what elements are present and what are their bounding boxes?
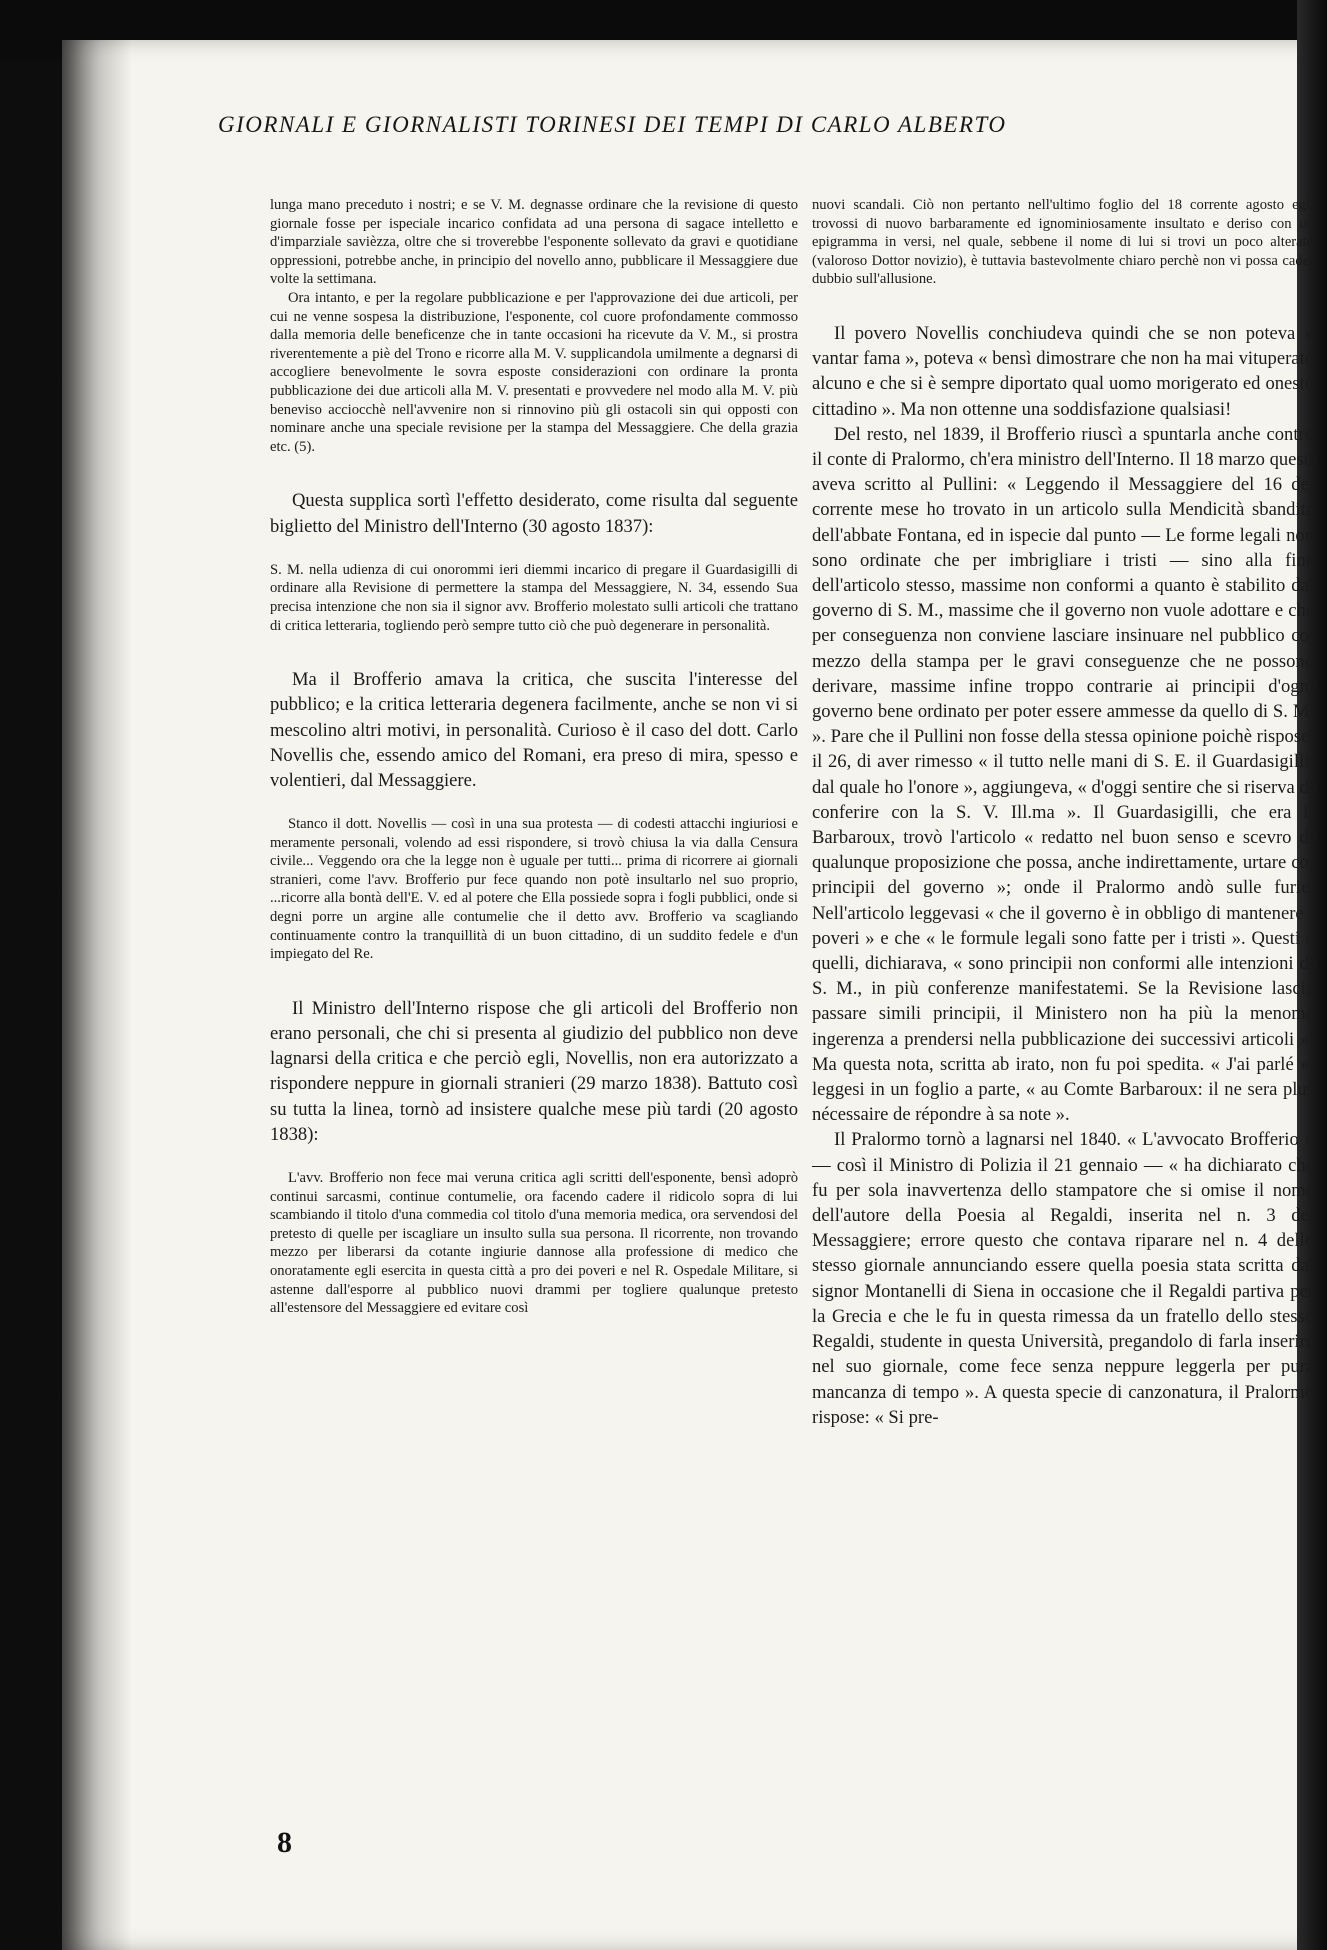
body-paragraph-critica: Ma il Brofferio amava la critica, che suscita l'interesse del pubblico; e la critica letteraria degenera facilmente, anche se non vi si mescolino altri motivi, in personalità. Curioso è il caso del dott. Carlo Novellis che, essendo amico del Romani, era preso di mira, spesso e volentieri, dal Messaggiere. [270, 669, 798, 791]
left-column [270, 196, 798, 1318]
body-paragraph-pralormo-1839: Del resto, nel 1839, il Brofferio riuscì a spuntarla anche contro il conte di Pralormo, ch'era ministro dell'Interno. Il 18 marzo questi aveva scritto al Pullini: « Leggendo il Messaggiere del 16 del corrente mese ho trovato in un articolo sulla Mendicità sbandita dell'abbate Fontana, ed in ispecie dal punto — Le forme legali non sono ordinate che per imbrigliare i tristi — sino alla fine dell'articolo stesso, massime non conformi a quanto è stabilito dal governo di S. M., massime che il governo non vuole adottare e che per conseguenza non conviene lasciare insinuare nel pubblico col mezzo della stampa per le gravi conseguenze che ne possono derivare, massime infine troppo contrarie ai principii d'ogni governo bene ordinato per poter essere ammesse da quello di S. M. ». Pare che il Pullini non fosse della stessa opinione poichè rispose, il 26, di aver rimesso « il tutto nelle mani di S. E. il Guardasigilli, dal quale ho l'onore », aggiungeva, « d'oggi sentire che si riserva di conferire con la S. V. Ill.ma ». Il Guardasigilli, che era il Barbaroux, trovò l'articolo « redatto nel buon senso e scevro di qualunque proposizione che possa, anche indirettamente, urtare coi principii del governo »; onde il Pralormo andò sulle furie. Nell'articolo leggevasi « che il governo è in obbligo di mantenere i poveri » e che « le formule legali sono fatte per i tristi ». Questi e quelli, dichiarava, « sono principii non conformi alle intenzioni di S. M., in più conferenze manifestatemi. Se la Revisione lascia passare simili principii, il Ministero non ha più la menoma ingerenza a prendersi nella pubblicazione dei successivi articoli ». Ma questa nota, scritta ab irato, non fu poi spedita. « J'ai parlé », leggesi in un foglio a parte, « au Comte Barbaroux: il ne sera plus nécessaire de répondre à sa note ». [812, 423, 1314, 1126]
quoted-novellis-protest: Stanco il dott. Novellis — così in una sua protesta — di codesti attacchi ingiuriosi e meramente personali, volendo ad essi rispondere, si trovò chiusa la via dalla Censura civile... Veggendo ora che la legge non è uguale per tutti... prima di ricorrere ai giornali stranieri, come l'avv. Brofferio pur fece quando non potè insultarlo nel suo proprio, ...ricorre alla bontà dell'E. V. ed al potere che Ella possiede sopra i fogli pubblici, onde si degni porre un argine alle contumelie che il detto avv. Brofferio va scagliando continuamente contro la tranquillità di un buon cittadino, di un suddito fedele e d'un impiegato del Re. [270, 816, 798, 963]
body-paragraph-pralormo-1840: Il Pralormo tornò a lagnarsi nel 1840. « L'avvocato Brofferio » — così il Ministro di Polizia il 21 gennaio — « ha dichiarato che fu per sola inavvertenza dello stampatore che si omise il nome dell'autore della Poesia al Regaldi, inserita nel n. 3 del Messaggiere; errore questo che contava riparare nel n. 4 dello stesso giornale annunciando essere quella poesia stata scritta dal signor Montanelli di Siena in occasione che il Regaldi partiva per la Grecia e che le fu in questa rimessa da un fratello dello stesso Regaldi, studente in questa Università, pregandolo di farla inserire nel suo giornale, come fece senza neppure leggerla per pura mancanza di tempo ». A questa specie di canzonatura, il Pralormo rispose: « Si pre- [812, 1129, 1314, 1428]
quoted-supplication-end: lunga mano preceduto i nostri; e se V. M. degnasse ordinare che la revisione di questo giornale fosse per ispeciale incarico confidata ad una persona di sagace intelletto e d'imparziale savièzza, oltre che si troverebbe l'esponente sollevato da gravi e quotidiane oppressioni, potrebbe anche, in principio del novello anno, pubblicare il Messaggiere due volte la settimana. [270, 197, 798, 288]
quoted-minister-note: S. M. nella udienza di cui onorommi ieri diemmi incarico di pregare il Guardasigilli di ordinare alla Revisione di permettere la stampa del Messaggiere, N. 34, essendo Sua precisa intenzione che non sia il signor avv. Brofferio molestato sulli articoli che trattano di critica letteraria, togliendo però sempre tutto ciò che può degenerare in personalità. [270, 561, 798, 634]
quoted-novellis-second-protest: L'avv. Brofferio non fece mai veruna critica agli scritti dell'esponente, bensì adoprò continui sarcasmi, continue contumelie, ora facendo cadere il ridicolo sopra di lui scambiando il titolo d'una commedia col titolo d'una memoria medica, ora servendosi del pretesto di quelle per iscagliare un insulto sulla sua persona. Il ricorrente, non trovando mezzo per liberarsi da cotante ingiurie dannose alla professione di medico che onoratamente egli esercita in questa città a pro dei poveri e nel R. Ospedale Militare, si astenne dall'esporre al pubblico nuovi drammi per togliere qualunque pretesto all'estensore del Messaggiere ed evitare così [270, 1170, 798, 1317]
quoted-supplication-request: Ora intanto, e per la regolare pubblicazione e per l'approvazione dei due articoli, per cui ne venne sospesa la distribuzione, l'esponente, col cuore profondamente commosso dalla memoria delle beneficenze che in tante occasioni ha ricevute da V. M., si prostra riverentemente a piè del Trono e ricorre alla M. V. supplicandola umilmente a degnarsi di accogliere benevolmente le sovra esposte considerazioni con ordinare la pronta pubblicazione dei due articoli alla M. V. presentati e provvedere nel modo alla M. V. più beneviso acciocchè nell'avvenire non si rinnovino più gli ostacoli sin qui opposti con nominare anche una speciale revisione per la stampa del Messaggiere. Che della grazia etc. (5). [270, 289, 798, 455]
body-paragraph-supplica: Questa supplica sortì l'effetto desiderato, come risulta dal seguente biglietto del Ministro dell'Interno (30 agosto 1837): [270, 490, 798, 537]
body-paragraph-novellis: Il povero Novellis conchiudeva quindi che se non poteva « vantar fama », poteva « bensì dimostrare che non ha mai vituperato alcuno e che si è sempre diportato qual uomo morigerato ed onesto cittadino ». Ma non ottenne una soddisfazione qualsiasi! [812, 322, 1314, 420]
page-number: 8 [277, 1826, 292, 1859]
quoted-protest-continuation: nuovi scandali. Ciò non pertanto nell'ultimo foglio del 18 corrente agosto egli trovossi di nuovo barbaramente ed ignominiosamente insultato e deriso con un epigramma in versi, nel quale, sebbene il nome di lui si trovi un poco alterato (valoroso Dottor novizio), è tuttavia bastevolmente chiaro perchè non vi possa cader dubbio sull'allusione. [812, 197, 1314, 288]
body-paragraph-ministro: Il Ministro dell'Interno rispose che gli articoli del Brofferio non erano personali, che chi si presenta al giudizio del pubblico non deve lagnarsi della critica e che perciò egli, Novellis, non era autorizzato a rispondere neppure in giornali stranieri (29 marzo 1838). Battuto così su tutta la linea, tornò ad insistere qualche mese più tardi (20 agosto 1838): [270, 997, 798, 1145]
right-column [812, 196, 1314, 1430]
running-header: GIORNALI E GIORNALISTI TORINESI DEI TEMPI DI CARLO ALBERTO [218, 112, 1007, 137]
